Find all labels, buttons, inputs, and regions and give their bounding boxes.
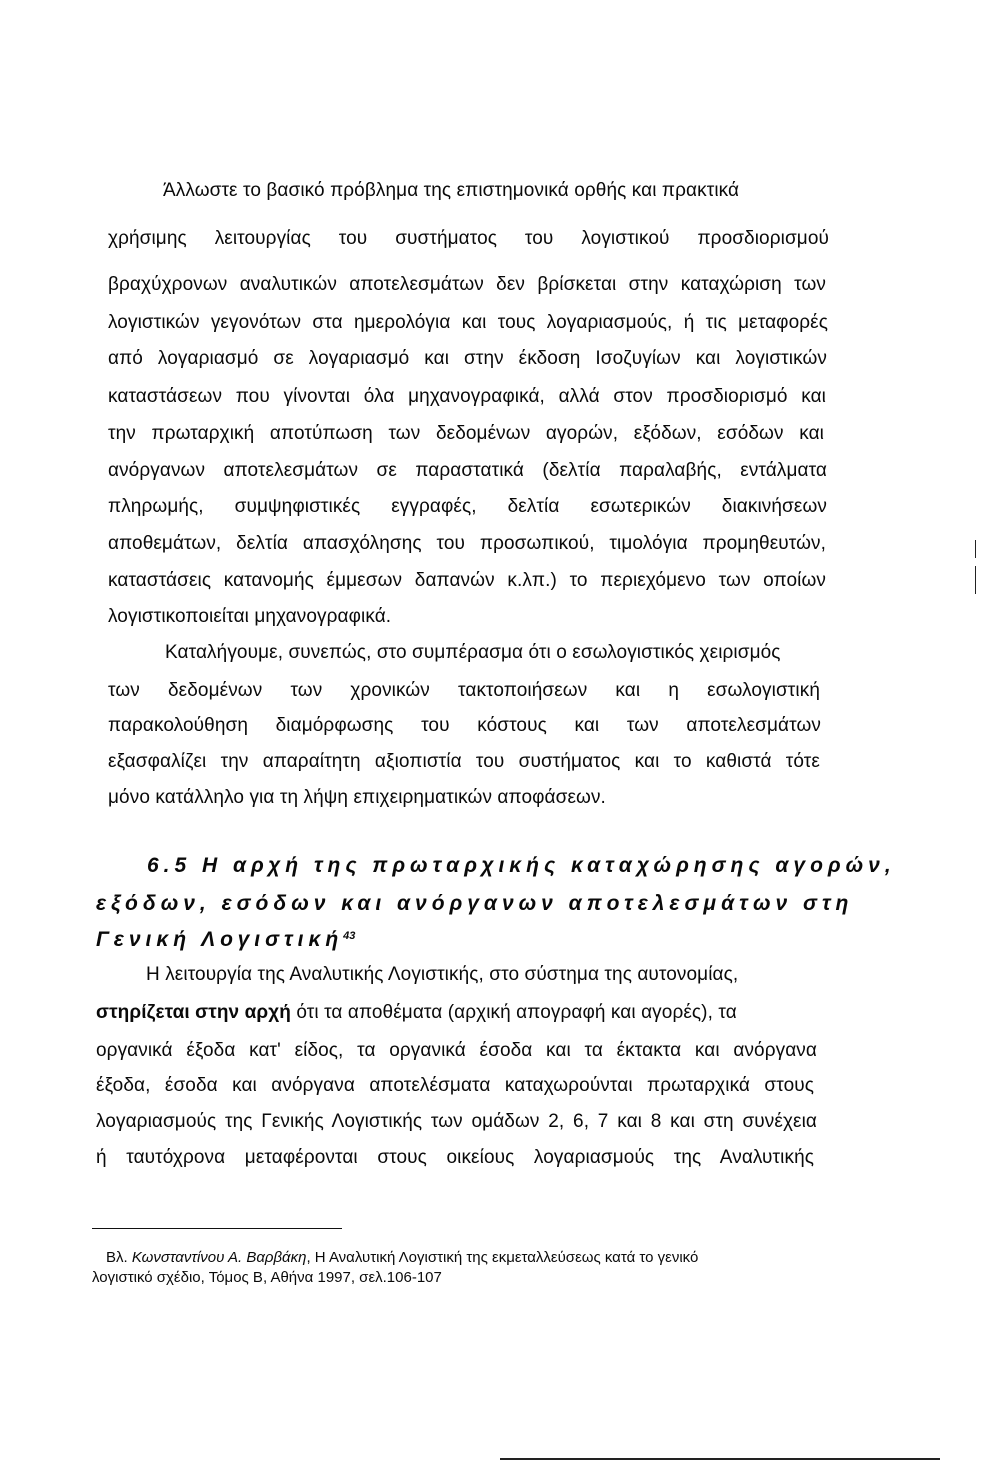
scan-margin-mark [975,540,976,558]
text-line: αποθεμάτων, δελτία απασχόλησης του προσωπικού, τιμολόγια προμηθευτών, [108,533,826,554]
scan-margin-mark [975,566,976,594]
text-line: Καταλήγουμε, συνεπώς, στο συμπέρασμα ότι ο εσωλογιστικός χειρισμός [165,642,781,663]
text-line: την πρωταρχική αποτύπωση των δεδομένων αγορών, εξόδων, εσόδων και [108,423,824,444]
text-run: ότι τα αποθέματα (αρχική απογραφή και αγορές), τα [290,1002,737,1023]
text-line: καταστάσεων που γίνονται όλα μηχανογραφικά, αλλά στον προσδιορισμό και [108,386,826,407]
text-line: βραχύχρονων αναλυτικών αποτελεσμάτων δεν βρίσκεται στην καταχώριση των [108,274,826,295]
footnote-prefix: Βλ. [106,1249,132,1266]
text-line: μόνο κατάλληλο για τη λήψη επιχειρηματικών αποφάσεων. [108,787,606,808]
text-line: Άλλωστε το βασικό πρόβλημα της επιστημονικά ορθής και πρακτικά [163,180,740,201]
footnote-text: , Η Αναλυτική Λογιστική της εκμεταλλεύσεως κατά το γενικό [306,1249,699,1266]
section-heading-line [96,926,355,954]
footnote-author: Κωνσταντίνου Α. Βαρβάκη [131,1249,307,1266]
text-line: οργανικά έξοδα κατ' είδος, τα οργανικά έσοδα και τα έκτακτα και ανόργανα [96,1040,817,1061]
text-line: Η λειτουργία της Αναλυτικής Λογιστικής, στο σύστημα της αυτονομίας, [146,964,739,985]
footnote-line [106,1248,698,1268]
text-line: ή ταυτόχρονα μεταφέρονται στους οικείους λογαριασμούς της Αναλυτικής [96,1147,814,1168]
emphasis-text: στηρίζεται στην αρχή [96,1002,291,1023]
footnote-line: λογιστικό σχέδιο, Τόμος Β, Αθήνα 1997, σελ.106-107 [92,1269,442,1286]
text-line: ανόργανων αποτελεσμάτων σε παραστατικά (δελτία παραλαβής, εντάλματα [108,460,827,481]
text-line: λογιστικών γεγονότων στα ημερολόγια και τους λογαριασμούς, ή τις μεταφορές [108,312,828,333]
text-line: λογαριασμούς της Γενικής Λογιστικής των ομάδων 2, 6, 7 και 8 και στη συνέχεια [96,1111,817,1132]
text-line: έξοδα, έσοδα και ανόργανα αποτελέσματα καταχωρούνται πρωταρχικά στους [96,1075,814,1096]
scan-bottom-rule [500,1458,940,1460]
text-line: των δεδομένων των χρονικών τακτοποιήσεων και η εσωλογιστική [108,680,820,701]
text-line: καταστάσεις κατανομής έμμεσων δαπανών κ.λπ.) το περιεχόμενο των οποίων [108,570,826,591]
text-line: χρήσιμης λειτουργίας του συστήματος του λογιστικού προσδιορισμού [108,228,829,249]
text-line: εξασφαλίζει την απαραίτητη αξιοπιστία του συστήματος και το καθιστά τότε [108,751,820,772]
section-heading-text: Γενική Λογιστική [96,928,344,951]
text-line: παρακολούθηση διαμόρφωσης του κόστους και των αποτελεσμάτων [108,715,821,736]
section-heading-line: εξόδων, εσόδων και ανόργανων αποτελεσμάτων στη [96,892,854,915]
text-line: λογιστικοποιείται μηχανογραφικά. [108,606,392,627]
text-line: πληρωμής, συμψηφιστικές εγγραφές, δελτία εσωτερικών διακινήσεων [108,496,827,517]
text-line [96,1000,737,1026]
section-heading-line: 6.5 Η αρχή της πρωταρχικής καταχώρησης αγορών, [147,854,896,877]
footnote-reference: 43 [343,930,356,942]
footnote-separator [92,1228,342,1229]
text-line: από λογαριασμό σε λογαριασμό και στην έκδοση Ισοζυγίων και λογιστικών [108,348,827,369]
